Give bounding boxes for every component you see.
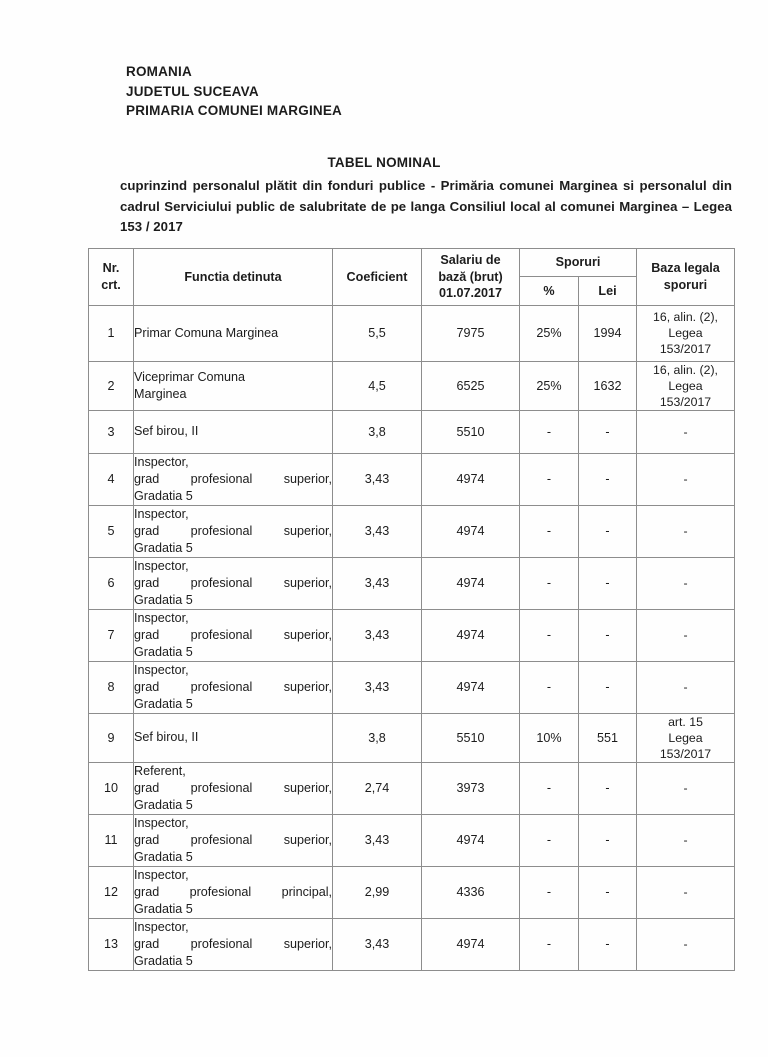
- cell-nr-crt: 10: [89, 762, 134, 814]
- cell-baza-legala-line: Legea: [668, 326, 703, 340]
- cell-salariu-baza: 7975: [422, 305, 520, 361]
- cell-sporuri-procent: -: [520, 866, 579, 918]
- cell-functia-line: Primar Comuna Marginea: [134, 325, 279, 340]
- cell-functia-detinuta: [134, 410, 333, 453]
- table-row: [89, 661, 735, 713]
- cell-nr-crt: 9: [89, 713, 134, 762]
- col-header-baza-legala: [637, 249, 735, 306]
- table-row: [89, 609, 735, 661]
- cell-functia-line: grad profesional superior,: [134, 780, 332, 795]
- cell-nr-crt: 13: [89, 918, 134, 970]
- cell-functia-line: Inspector,: [134, 815, 189, 830]
- cell-coeficient: 3,43: [333, 505, 422, 557]
- cell-baza-legala: [637, 410, 735, 453]
- cell-sporuri-procent: -: [520, 609, 579, 661]
- cell-coeficient: 3,43: [333, 918, 422, 970]
- cell-salariu-baza: 5510: [422, 410, 520, 453]
- col-header-salariu: [422, 249, 520, 306]
- cell-baza-legala-line: Legea: [668, 730, 703, 745]
- cell-nr-crt: 6: [89, 557, 134, 609]
- cell-coeficient: 4,5: [333, 361, 422, 410]
- col-header-coeficient: Coeficient: [333, 249, 422, 306]
- cell-functia-line: Sef birou, II: [134, 424, 199, 438]
- letterhead-country: ROMANIA: [126, 64, 192, 79]
- cell-functia-line: grad profesional superior,: [134, 627, 332, 642]
- cell-functia-line: grad profesional principal,: [134, 884, 332, 899]
- cell-functia-line: Gradatia 5: [134, 644, 193, 659]
- cell-functia-line: Gradatia 5: [134, 488, 193, 503]
- cell-coeficient: 5,5: [333, 305, 422, 361]
- cell-functia-line: grad profesional superior,: [134, 471, 332, 486]
- cell-functia-detinuta: [134, 866, 333, 918]
- cell-baza-legala-line: -: [683, 885, 688, 899]
- cell-sporuri-lei: -: [579, 609, 637, 661]
- col-header-baza-line2: sporuri: [663, 277, 708, 292]
- cell-functia-line: Gradatia 5: [134, 849, 193, 864]
- cell-functia-line: grad profesional superior,: [134, 679, 332, 694]
- cell-functia-line: Inspector,: [134, 919, 189, 934]
- cell-functia-line: grad profesional superior,: [134, 575, 332, 590]
- cell-baza-legala-line: Legea: [668, 378, 703, 393]
- col-header-nr-crt: [89, 249, 134, 306]
- col-header-nr-line2: crt.: [101, 277, 121, 292]
- cell-baza-legala: [637, 361, 735, 410]
- col-header-salariu-line3: 01.07.2017: [438, 286, 503, 300]
- table-row: [89, 918, 735, 970]
- col-header-sporuri-lei: Lei: [579, 277, 637, 305]
- table-row: [89, 762, 735, 814]
- table-row: [89, 866, 735, 918]
- cell-sporuri-lei: -: [579, 505, 637, 557]
- cell-functia-line: Inspector,: [134, 506, 189, 521]
- cell-functia-detinuta: [134, 453, 333, 505]
- cell-sporuri-procent: -: [520, 762, 579, 814]
- cell-coeficient: 3,8: [333, 410, 422, 453]
- col-header-sporuri-procent: %: [520, 277, 579, 305]
- col-header-nr-line1: Nr.: [102, 261, 120, 276]
- cell-functia-line: Inspector,: [134, 662, 189, 677]
- cell-sporuri-lei: -: [579, 453, 637, 505]
- letterhead: [126, 62, 342, 121]
- cell-functia-detinuta: [134, 661, 333, 713]
- cell-sporuri-lei: 551: [579, 713, 637, 762]
- cell-functia-detinuta: [134, 609, 333, 661]
- cell-functia-line: Inspector,: [134, 610, 189, 625]
- cell-baza-legala-line: -: [683, 472, 688, 486]
- cell-nr-crt: 7: [89, 609, 134, 661]
- cell-baza-legala: [637, 814, 735, 866]
- cell-sporuri-lei: -: [579, 866, 637, 918]
- cell-functia-line: grad profesional superior,: [134, 523, 332, 538]
- cell-baza-legala: [637, 713, 735, 762]
- cell-baza-legala-line: -: [683, 680, 688, 694]
- cell-functia-line: Gradatia 5: [134, 953, 193, 968]
- cell-nr-crt: 8: [89, 661, 134, 713]
- col-header-baza-line1: Baza legala: [651, 261, 720, 276]
- cell-sporuri-procent: 25%: [520, 305, 579, 361]
- cell-functia-detinuta: [134, 814, 333, 866]
- cell-functia-line: Viceprimar Comuna: [134, 369, 246, 384]
- cell-baza-legala: [637, 557, 735, 609]
- cell-nr-crt: 3: [89, 410, 134, 453]
- cell-sporuri-procent: -: [520, 453, 579, 505]
- cell-functia-detinuta: [134, 305, 333, 361]
- cell-coeficient: 3,43: [333, 609, 422, 661]
- cell-nr-crt: 1: [89, 305, 134, 361]
- cell-salariu-baza: 4974: [422, 918, 520, 970]
- nominal-table: [88, 248, 735, 971]
- cell-salariu-baza: 4974: [422, 661, 520, 713]
- letterhead-county: JUDETUL SUCEAVA: [126, 83, 259, 99]
- cell-sporuri-procent: 10%: [520, 713, 579, 762]
- cell-sporuri-procent: -: [520, 814, 579, 866]
- cell-baza-legala-line: -: [683, 833, 688, 847]
- cell-baza-legala-line: -: [683, 628, 688, 642]
- table-row: [89, 814, 735, 866]
- cell-coeficient: 3,43: [333, 453, 422, 505]
- cell-baza-legala-line: 153/2017: [659, 394, 712, 409]
- cell-nr-crt: 2: [89, 361, 134, 410]
- cell-salariu-baza: 4974: [422, 453, 520, 505]
- cell-functia-line: grad profesional superior,: [134, 832, 332, 847]
- cell-coeficient: 3,43: [333, 661, 422, 713]
- cell-sporuri-lei: -: [579, 918, 637, 970]
- cell-baza-legala-line: 153/2017: [659, 746, 712, 761]
- cell-salariu-baza: 4974: [422, 814, 520, 866]
- cell-functia-line: Gradatia 5: [134, 901, 193, 916]
- cell-functia-detinuta: [134, 361, 333, 410]
- cell-baza-legala-line: -: [683, 576, 688, 590]
- cell-sporuri-procent: -: [520, 661, 579, 713]
- cell-baza-legala: [637, 453, 735, 505]
- cell-functia-line: grad profesional superior,: [134, 936, 332, 951]
- cell-coeficient: 2,99: [333, 866, 422, 918]
- cell-salariu-baza: 3973: [422, 762, 520, 814]
- cell-baza-legala: [637, 918, 735, 970]
- cell-functia-line: Sef birou, II: [134, 730, 199, 744]
- cell-nr-crt: 4: [89, 453, 134, 505]
- cell-sporuri-lei: -: [579, 762, 637, 814]
- table-row: [89, 505, 735, 557]
- cell-sporuri-procent: 25%: [520, 361, 579, 410]
- cell-baza-legala: [637, 762, 735, 814]
- document-subtitle: cuprinzind personalul plătit din fonduri publice - Primăria comunei Marginea si personalul din cadrul Serviciului public de salubritate de pe langa Consiliul local al comunei Marginea – Legea 153 / 2017: [120, 178, 732, 234]
- cell-functia-line: Gradatia 5: [134, 696, 193, 711]
- cell-baza-legala-line: -: [683, 781, 688, 795]
- cell-sporuri-procent: -: [520, 410, 579, 453]
- cell-functia-line: Inspector,: [134, 867, 189, 882]
- table-row: [89, 557, 735, 609]
- cell-sporuri-procent: -: [520, 557, 579, 609]
- cell-baza-legala: [637, 609, 735, 661]
- cell-salariu-baza: 4336: [422, 866, 520, 918]
- cell-salariu-baza: 4974: [422, 609, 520, 661]
- cell-functia-line: Inspector,: [134, 454, 189, 469]
- cell-salariu-baza: 6525: [422, 361, 520, 410]
- cell-baza-legala: [637, 661, 735, 713]
- table-row: [89, 453, 735, 505]
- cell-baza-legala-line: 16, alin. (2),: [653, 362, 718, 377]
- table-row: [89, 410, 735, 453]
- cell-functia-line: Marginea: [134, 386, 187, 401]
- cell-salariu-baza: 4974: [422, 557, 520, 609]
- nominal-table-wrapper: [88, 248, 734, 971]
- col-header-salariu-line2: bază (brut): [438, 269, 503, 284]
- cell-nr-crt: 12: [89, 866, 134, 918]
- cell-coeficient: 2,74: [333, 762, 422, 814]
- cell-baza-legala: [637, 305, 735, 361]
- cell-coeficient: 3,43: [333, 814, 422, 866]
- cell-coeficient: 3,8: [333, 713, 422, 762]
- cell-sporuri-lei: -: [579, 410, 637, 453]
- cell-coeficient: 3,43: [333, 557, 422, 609]
- col-header-functia: Functia detinuta: [134, 249, 333, 306]
- cell-baza-legala-line: art. 15: [668, 714, 703, 729]
- cell-baza-legala-line: 16, alin. (2),: [653, 310, 718, 324]
- cell-functia-detinuta: [134, 505, 333, 557]
- table-row: [89, 305, 735, 361]
- cell-baza-legala-line: -: [683, 524, 688, 538]
- cell-functia-detinuta: [134, 918, 333, 970]
- letterhead-institution: PRIMARIA COMUNEI MARGINEA: [126, 103, 342, 118]
- cell-sporuri-procent: -: [520, 918, 579, 970]
- cell-functia-detinuta: [134, 762, 333, 814]
- table-head: [89, 249, 735, 306]
- cell-baza-legala: [637, 505, 735, 557]
- table-body: [89, 305, 735, 970]
- cell-functia-line: Gradatia 5: [134, 592, 193, 607]
- col-header-sporuri: Sporuri: [520, 249, 637, 277]
- cell-functia-detinuta: [134, 713, 333, 762]
- cell-functia-line: Referent,: [134, 763, 186, 778]
- cell-functia-line: Gradatia 5: [134, 797, 193, 812]
- cell-nr-crt: 11: [89, 814, 134, 866]
- cell-salariu-baza: 4974: [422, 505, 520, 557]
- cell-sporuri-lei: 1632: [579, 361, 637, 410]
- cell-sporuri-lei: -: [579, 814, 637, 866]
- cell-sporuri-lei: 1994: [579, 305, 637, 361]
- table-header-row-1: [89, 249, 735, 277]
- page-title: TABEL NOMINAL: [327, 155, 441, 170]
- cell-functia-line: Inspector,: [134, 558, 189, 573]
- cell-baza-legala-line: -: [683, 937, 688, 951]
- table-row: [89, 713, 735, 762]
- cell-baza-legala: [637, 866, 735, 918]
- col-header-salariu-line1: Salariu de: [440, 253, 501, 267]
- cell-baza-legala-line: 153/2017: [659, 342, 712, 356]
- cell-sporuri-lei: -: [579, 661, 637, 713]
- cell-sporuri-lei: -: [579, 557, 637, 609]
- cell-functia-line: Gradatia 5: [134, 540, 193, 555]
- cell-nr-crt: 5: [89, 505, 134, 557]
- cell-salariu-baza: 5510: [422, 713, 520, 762]
- cell-baza-legala-line: -: [683, 424, 688, 439]
- cell-sporuri-procent: -: [520, 505, 579, 557]
- table-row: [89, 361, 735, 410]
- cell-functia-detinuta: [134, 557, 333, 609]
